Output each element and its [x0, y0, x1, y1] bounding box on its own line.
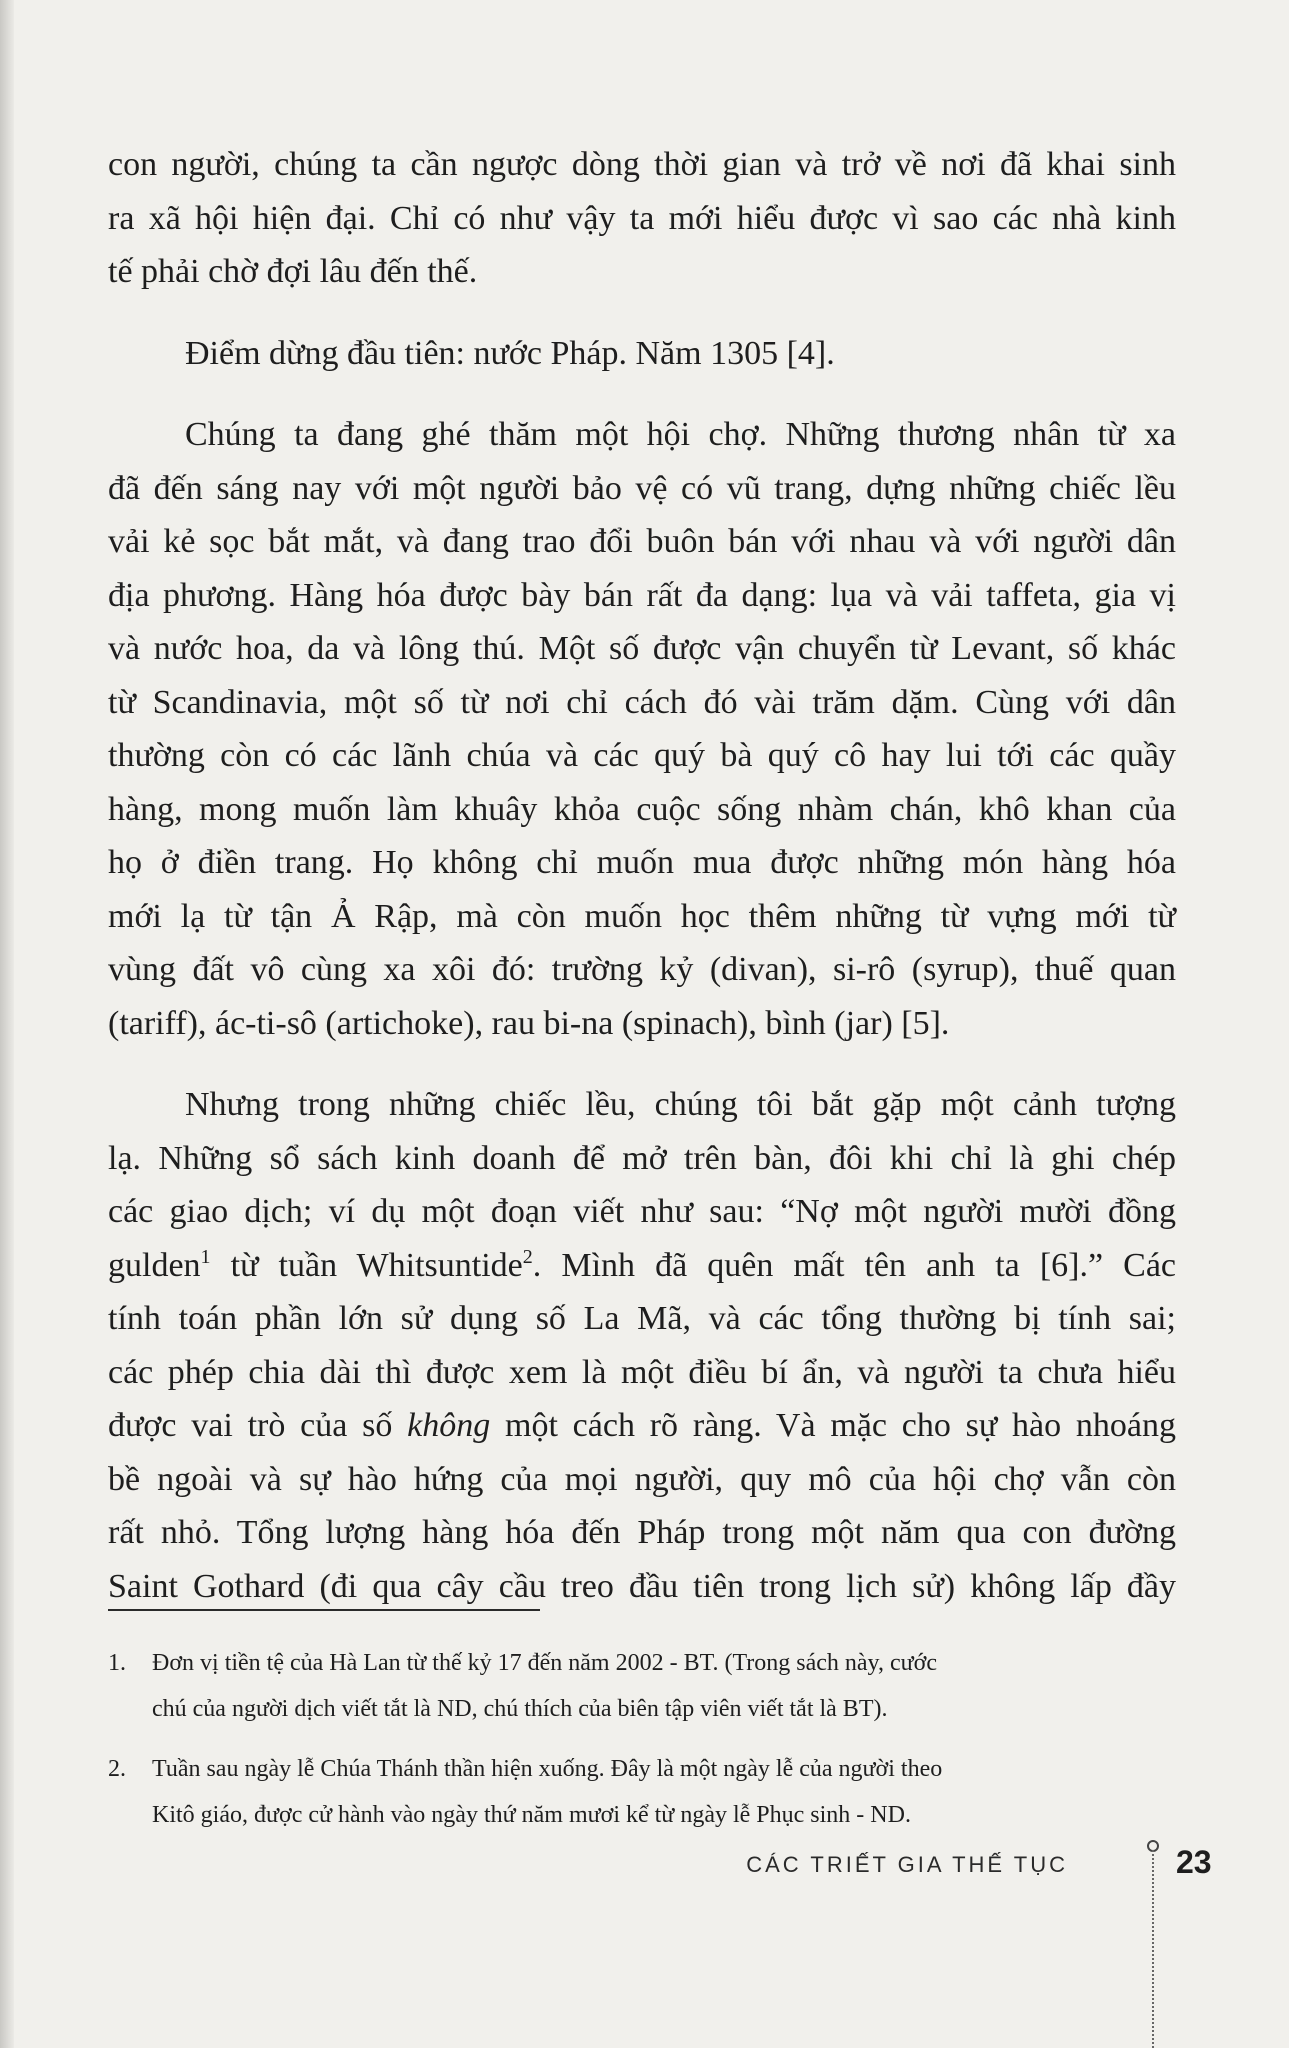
body-text: [108, 138, 1176, 1613]
body-text-segment: từ tuần Whitsuntide: [210, 1246, 523, 1284]
body-text-segment: được vai trò của số: [108, 1407, 408, 1444]
running-footer-title: CÁC TRIẾT GIA THẾ TỤC: [746, 1852, 1068, 1877]
body-line: hàng, mong muốn làm khuây khỏa cuộc sống nhàm chán, khô khan của: [108, 790, 1176, 828]
footnotes: [108, 1640, 1176, 1852]
body-line: mới lạ từ tận Ả Rập, mà còn muốn học thêm những từ vựng mới từ: [108, 897, 1176, 935]
body-line: các phép chia dài thì được xem là một điều bí ẩn, và người ta chưa hiểu: [108, 1353, 1176, 1391]
body-line: tính toán phần lớn sử dụng số La Mã, và các tổng thường bị tính sai;: [108, 1300, 1176, 1337]
footnote-line: Tuần sau ngày lễ Chúa Thánh thần hiện xuống. Đây là một ngày lễ của người theo: [152, 1756, 943, 1782]
footnote-item: [108, 1746, 1176, 1838]
body-line: lạ. Những sổ sách kinh doanh để mở trên bàn, đôi khi chỉ là ghi chép: [108, 1139, 1176, 1177]
body-line: bề ngoài và sự hào hứng của mọi người, quy mô của hội chợ vẫn còn: [108, 1460, 1176, 1498]
body-line: con người, chúng ta cần ngược dòng thời gian và trở về nơi đã khai sinh: [108, 146, 1176, 183]
footnote-number: 2.: [108, 1756, 126, 1782]
footnote-line: chú của người dịch viết tắt là ND, chú thích của biên tập viên viết tắt là BT).: [152, 1696, 888, 1722]
body-line: ra xã hội hiện đại. Chỉ có như vậy ta mới hiểu được vì sao các nhà kinh: [108, 199, 1176, 237]
body-line: đã đến sáng nay với một người bảo vệ có vũ trang, dựng những chiếc lều: [108, 469, 1176, 507]
body-line: thường còn có các lãnh chúa và các quý bà quý cô hay lui tới các quầy: [108, 737, 1176, 774]
body-line: Điểm dừng đầu tiên: nước Pháp. Năm 1305 [4].: [185, 334, 835, 372]
footnote-line: Kitô giáo, được cử hành vào ngày thứ năm mươi kể từ ngày lễ Phục sinh - ND.: [152, 1802, 911, 1828]
page-number: 23: [1176, 1844, 1212, 1880]
body-line: vùng đất vô cùng xa xôi đó: trường kỷ (divan), si-rô (syrup), thuế quan: [108, 951, 1176, 988]
body-line: vải kẻ sọc bắt mắt, và đang trao đổi buôn bán với nhau và với người dân: [108, 523, 1176, 560]
emphasis-text: không: [407, 1407, 491, 1444]
page-edge-shadow: [0, 0, 14, 2048]
footnote-ref-2[interactable]: 2: [522, 1245, 533, 1268]
body-line: và nước hoa, da và lông thú. Một số được vận chuyển từ Levant, số khác: [108, 630, 1176, 667]
body-text-segment: một cách rõ ràng. Và mặc cho sự hào nhoáng: [490, 1407, 1177, 1444]
body-line: rất nhỏ. Tổng lượng hàng hóa đến Pháp trong một năm qua con đường: [108, 1514, 1176, 1551]
body-line: [108, 1239, 1176, 1293]
footnote-item: [108, 1640, 1176, 1732]
body-line: các giao dịch; ví dụ một đoạn viết như sau: “Nợ một người mười đồng: [108, 1193, 1176, 1230]
body-line: (tariff), ác-ti-sô (artichoke), rau bi-na (spinach), bình (jar) [5].: [108, 1004, 950, 1042]
body-line: Chúng ta đang ghé thăm một hội chợ. Những thương nhân từ xa: [185, 416, 1176, 453]
body-line: Nhưng trong những chiếc lều, chúng tôi bắt gặp một cảnh tượng: [185, 1086, 1176, 1123]
body-text-segment: gulden: [108, 1246, 201, 1284]
body-line: họ ở điền trang. Họ không chỉ muốn mua được những món hàng hóa: [108, 844, 1176, 881]
body-line: [108, 1399, 1176, 1453]
body-text-segment: . Mình đã quên mất tên anh ta [6].” Các: [532, 1246, 1177, 1284]
body-line: tế phải chờ đợi lâu đến thế.: [108, 253, 478, 290]
body-line: địa phương. Hàng hóa được bày bán rất đa dạng: lụa và vải taffeta, gia vị: [108, 576, 1176, 614]
footer-vertical-rule: [1152, 1850, 1154, 2048]
body-line: từ Scandinavia, một số từ nơi chỉ cách đó vài trăm dặm. Cùng với dân: [108, 683, 1176, 721]
footnote-line: Đơn vị tiền tệ của Hà Lan từ thế kỷ 17 đến năm 2002 - BT. (Trong sách này, cước: [152, 1650, 937, 1676]
footnote-number: 1.: [108, 1650, 126, 1676]
footnote-divider: [108, 1609, 540, 1611]
body-line: Saint Gothard (đi qua cây cầu treo đầu tiên trong lịch sử) không lấp đầy: [108, 1567, 1176, 1605]
footnote-ref-1[interactable]: 1: [200, 1245, 211, 1268]
